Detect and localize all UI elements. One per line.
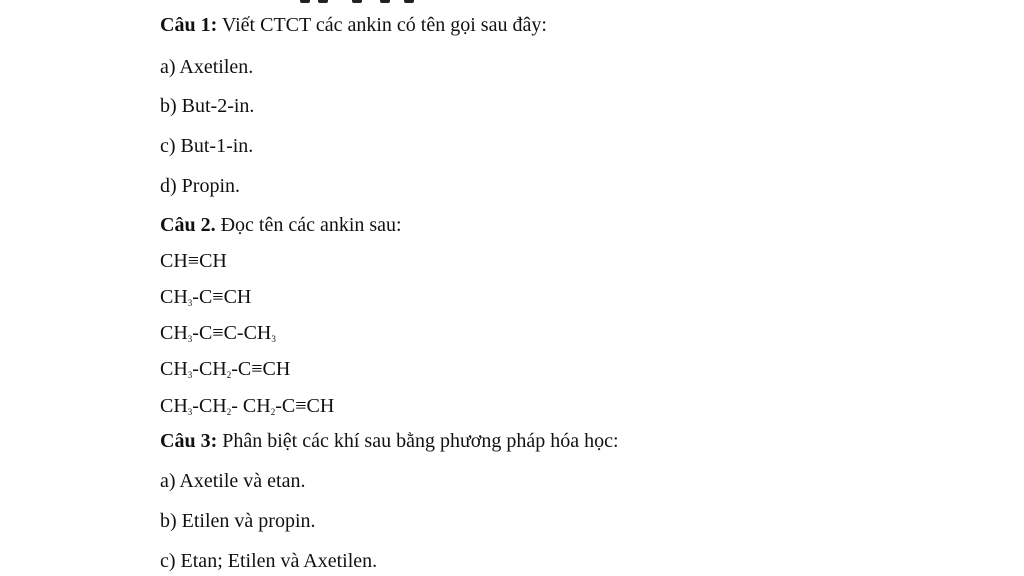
question-1-item-d: d) Propin. [160, 175, 240, 197]
formula-ethyne: CH≡CH [160, 250, 227, 272]
formula-pent-1-yne: $CH_3-CH_2-$ $CH_2-C\equiv CH$ [160, 395, 335, 417]
question-2-label: Câu 2. [160, 214, 216, 236]
question-3-text: Phân biệt các khí sau bằng phương pháp hóa học: [217, 430, 619, 452]
question-3-item-a: a) Axetile và etan. [160, 470, 306, 492]
question-3-label: Câu 3: [160, 430, 218, 452]
question-1-label: Câu 1: [160, 14, 218, 36]
formula-propyne: $CH_3-C\equiv CH$ [160, 286, 252, 308]
question-1-text: Viết CTCT các ankin có tên gọi sau đây: [217, 14, 547, 36]
question-3-heading [160, 429, 619, 453]
question-2-heading [160, 213, 402, 237]
cutoff-text-fragment [0, 0, 1024, 6]
question-1-item-c: c) But-1-in. [160, 135, 254, 157]
question-1-heading [160, 13, 547, 37]
question-3-item-c: c) Etan; Etilen và Axetilen. [160, 550, 378, 572]
question-1-item-a: a) Axetilen. [160, 56, 254, 78]
question-3-item-b: b) Etilen và propin. [160, 510, 316, 532]
formula-but-2-yne: $CH_3-C\equiv C-CH_3$ [160, 322, 276, 344]
question-2-text: Đọc tên các ankin sau: [215, 214, 402, 236]
question-1-item-b: b) But-2-in. [160, 95, 255, 117]
formula-but-1-yne: $CH_3-CH_2-C\equiv CH$ [160, 358, 291, 380]
